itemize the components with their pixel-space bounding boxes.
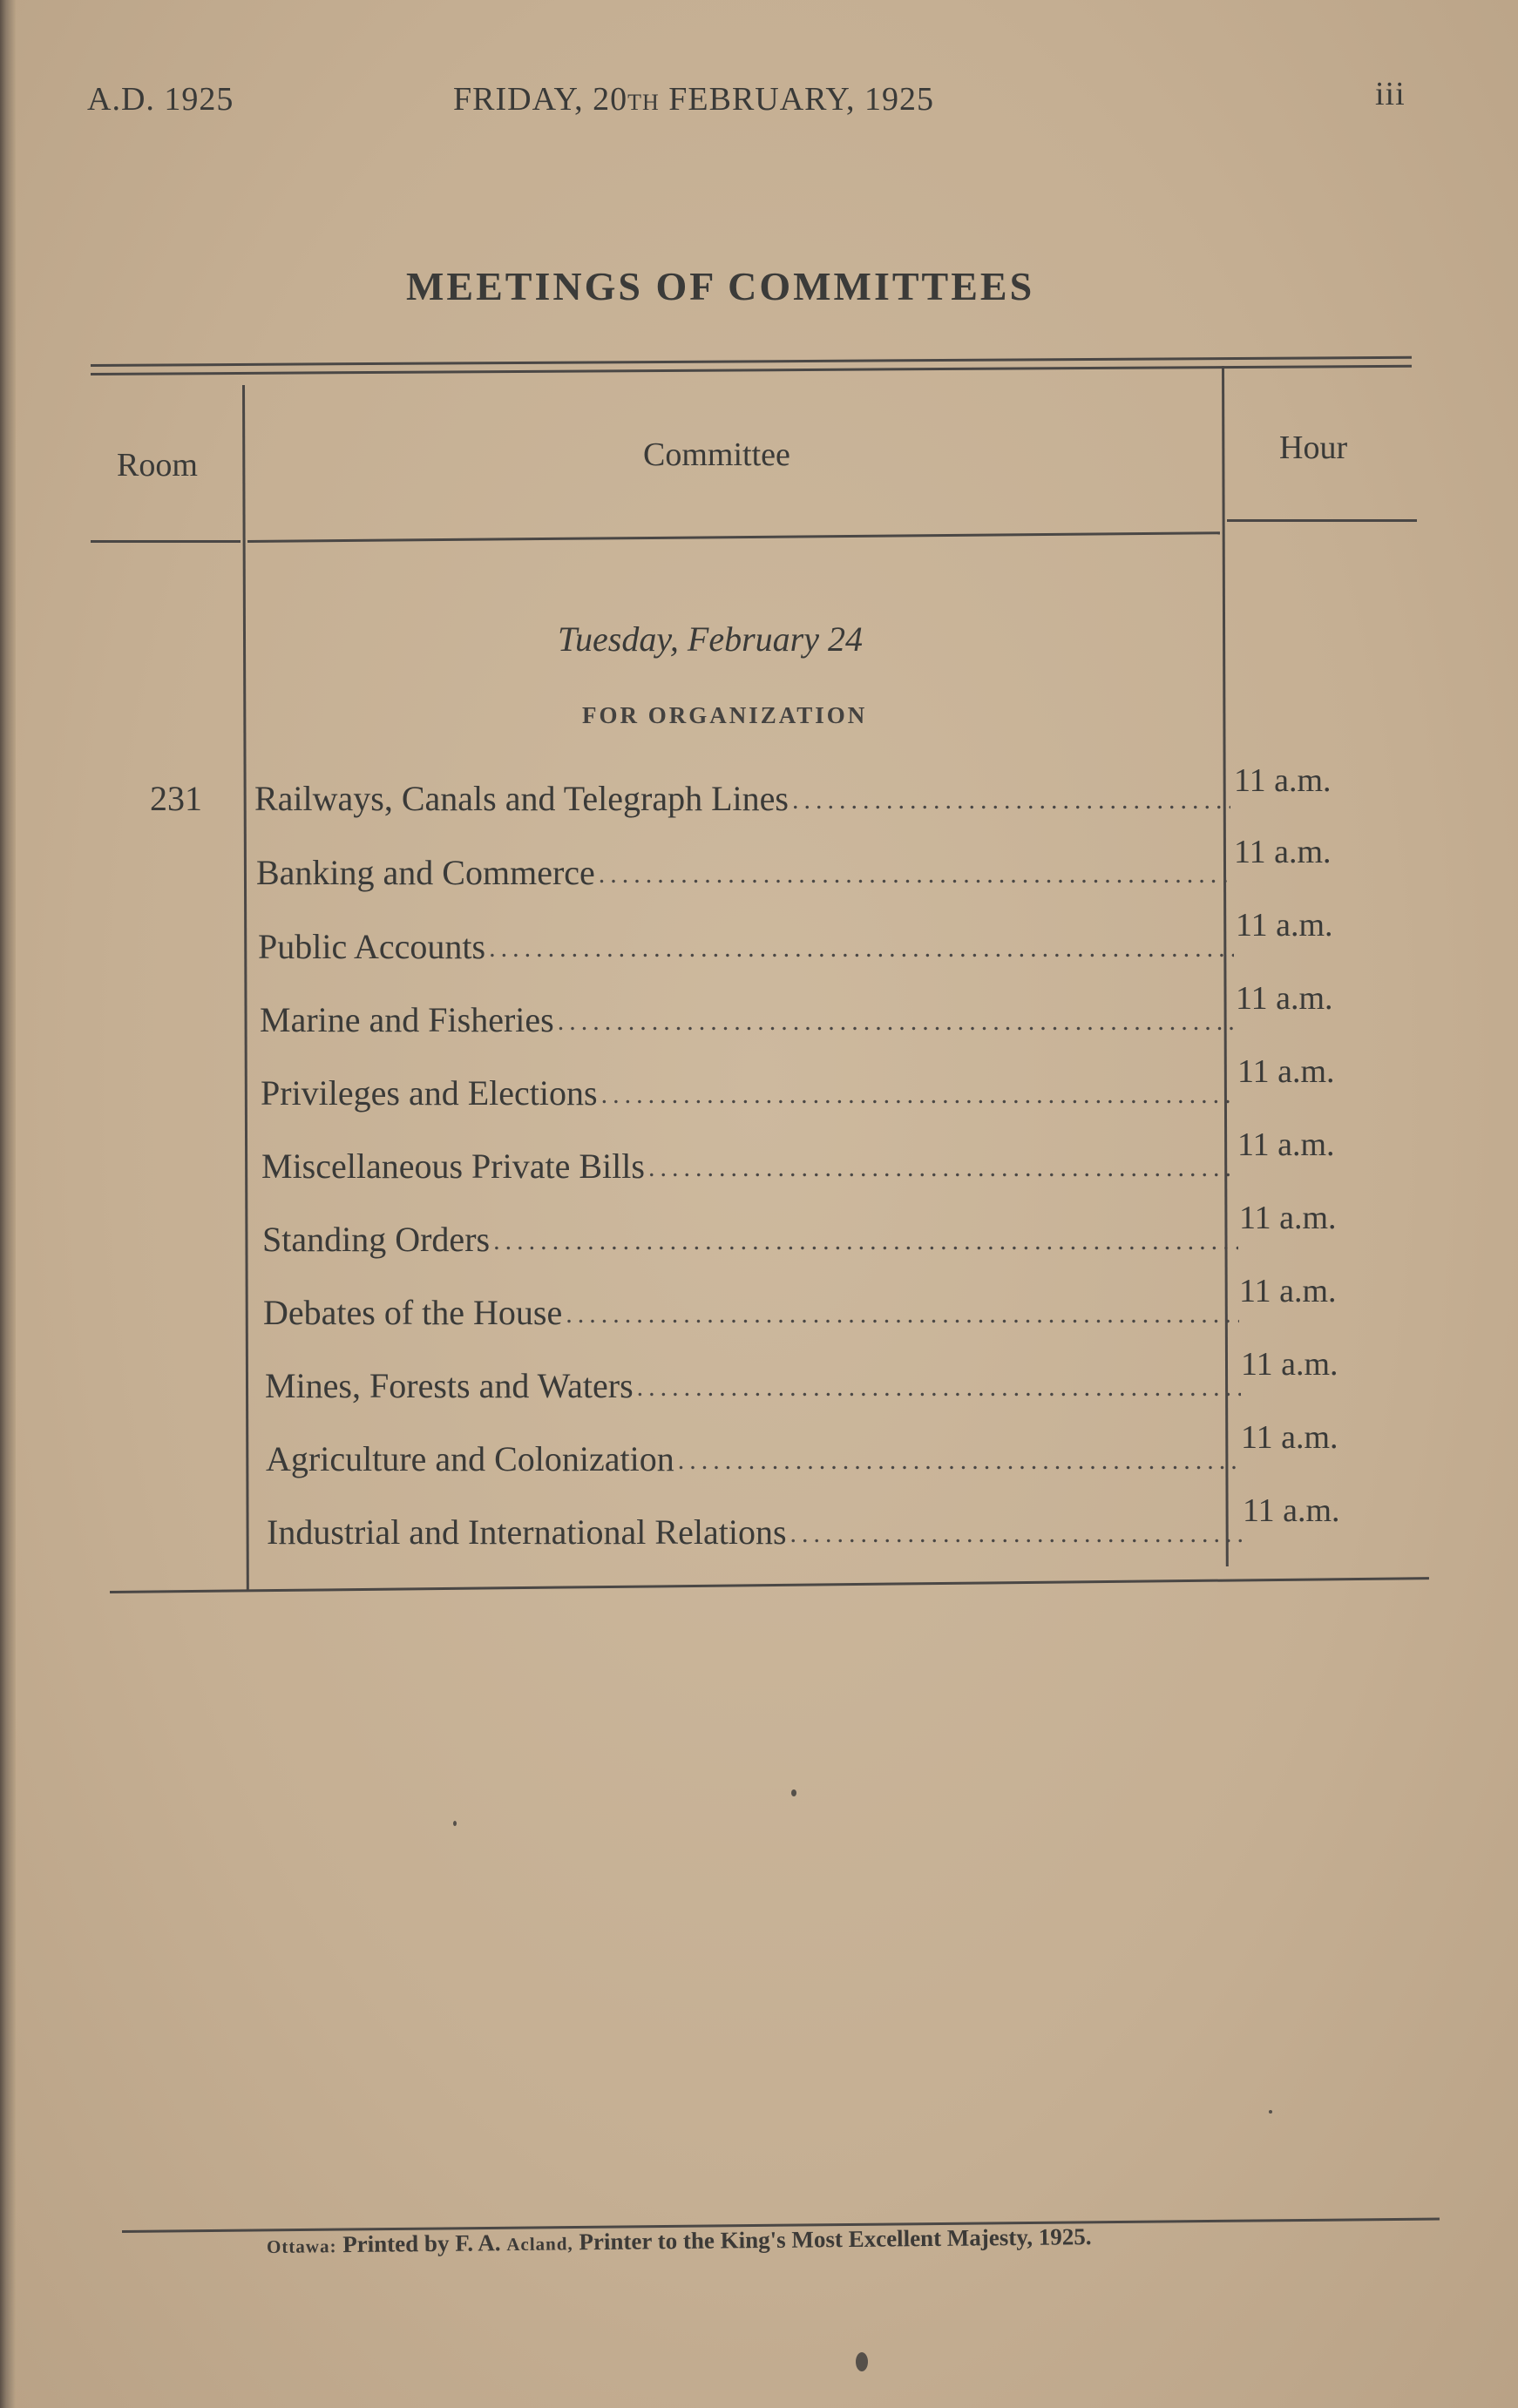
column-header-room: Room bbox=[117, 447, 198, 484]
committee-name: Privileges and Elections bbox=[261, 1073, 598, 1113]
table-row bbox=[266, 1427, 1242, 1479]
column-header-hour: Hour bbox=[1279, 430, 1348, 466]
hour-value: 11 a.m. bbox=[1237, 1126, 1335, 1163]
committee-name: Railways, Canals and Telegraph Lines bbox=[254, 779, 789, 818]
table-top-rule-2 bbox=[91, 365, 1412, 375]
header-underline-hour bbox=[1227, 519, 1417, 522]
committee-name: Miscellaneous Private Bills bbox=[261, 1147, 645, 1186]
page-number: iii bbox=[1375, 76, 1406, 112]
hour-value: 11 a.m. bbox=[1236, 907, 1333, 944]
hour-value: 11 a.m. bbox=[1234, 834, 1332, 870]
dot-leader bbox=[648, 1153, 1237, 1183]
hour-value: 11 a.m. bbox=[1239, 1200, 1337, 1236]
hour-value: 11 a.m. bbox=[1241, 1419, 1338, 1456]
day-heading: Tuesday, February 24 bbox=[558, 619, 863, 659]
committee-name: Industrial and International Relations bbox=[267, 1512, 787, 1552]
dot-leader bbox=[489, 934, 1234, 964]
page-binding-edge bbox=[0, 0, 16, 2408]
table-row bbox=[265, 1354, 1241, 1406]
hour-value: 11 a.m. bbox=[1239, 1273, 1337, 1309]
dot-leader bbox=[493, 1227, 1238, 1256]
imprint-printer: Acland, bbox=[506, 2233, 573, 2256]
table-row bbox=[258, 915, 1234, 967]
committee-name: Marine and Fisheries bbox=[260, 1000, 554, 1039]
hour-value: 11 a.m. bbox=[1237, 1053, 1335, 1090]
hour-value: 11 a.m. bbox=[1241, 1346, 1338, 1383]
section-title: MEETINGS OF COMMITTEES bbox=[406, 264, 1035, 308]
table-row bbox=[261, 1134, 1237, 1187]
hour-value: 11 a.m. bbox=[1236, 980, 1333, 1017]
table-row bbox=[263, 1281, 1239, 1333]
dot-leader bbox=[678, 1446, 1242, 1476]
subheading-for-organization: FOR ORGANIZATION bbox=[582, 702, 868, 728]
hour-value: 11 a.m. bbox=[1243, 1492, 1340, 1529]
imprint-text-1: Printed by F. A. bbox=[336, 2229, 507, 2258]
table-row bbox=[254, 767, 1230, 819]
paper-speck bbox=[453, 1821, 457, 1826]
committee-name: Standing Orders bbox=[262, 1220, 491, 1259]
dot-leader bbox=[792, 786, 1230, 815]
room-number: 231 bbox=[150, 779, 202, 818]
dot-leader bbox=[566, 1300, 1239, 1329]
dot-leader bbox=[601, 1080, 1237, 1110]
dot-leader bbox=[790, 1519, 1243, 1549]
dot-leader bbox=[599, 860, 1232, 889]
paper-speck bbox=[856, 2352, 868, 2371]
hour-value: 11 a.m. bbox=[1234, 762, 1332, 799]
paper-speck bbox=[1269, 2110, 1272, 2114]
table-row bbox=[267, 1500, 1243, 1552]
committee-name: Banking and Commerce bbox=[256, 853, 595, 892]
header-date-suffix: FEBRUARY, 1925 bbox=[659, 81, 934, 118]
table-row bbox=[262, 1207, 1238, 1260]
dot-leader bbox=[558, 1007, 1236, 1037]
table-row bbox=[261, 1061, 1237, 1113]
imprint-place: Ottawa: bbox=[266, 2236, 337, 2257]
table-row bbox=[260, 988, 1236, 1040]
header-date-prefix: FRIDAY, 20 bbox=[453, 81, 628, 118]
imprint-text-2: Printer to the King's Most Excellent Majesty, 1925. bbox=[573, 2223, 1092, 2256]
header-underline-room bbox=[91, 540, 241, 543]
header-underline-committee bbox=[247, 531, 1220, 543]
committee-name: Mines, Forests and Waters bbox=[265, 1366, 634, 1405]
table-bottom-rule bbox=[110, 1577, 1429, 1593]
column-header-committee: Committee bbox=[643, 436, 790, 473]
header-year: A.D. 1925 bbox=[87, 81, 234, 118]
dot-leader bbox=[637, 1373, 1241, 1403]
committee-name: Public Accounts bbox=[258, 927, 486, 966]
table-row bbox=[256, 841, 1232, 893]
header-date bbox=[453, 80, 934, 118]
header-date-ordinal: TH bbox=[627, 90, 660, 115]
table-divider-room bbox=[242, 385, 249, 1591]
paper-speck bbox=[791, 1789, 796, 1796]
committee-name: Debates of the House bbox=[263, 1293, 563, 1332]
committee-name: Agriculture and Colonization bbox=[266, 1439, 674, 1478]
